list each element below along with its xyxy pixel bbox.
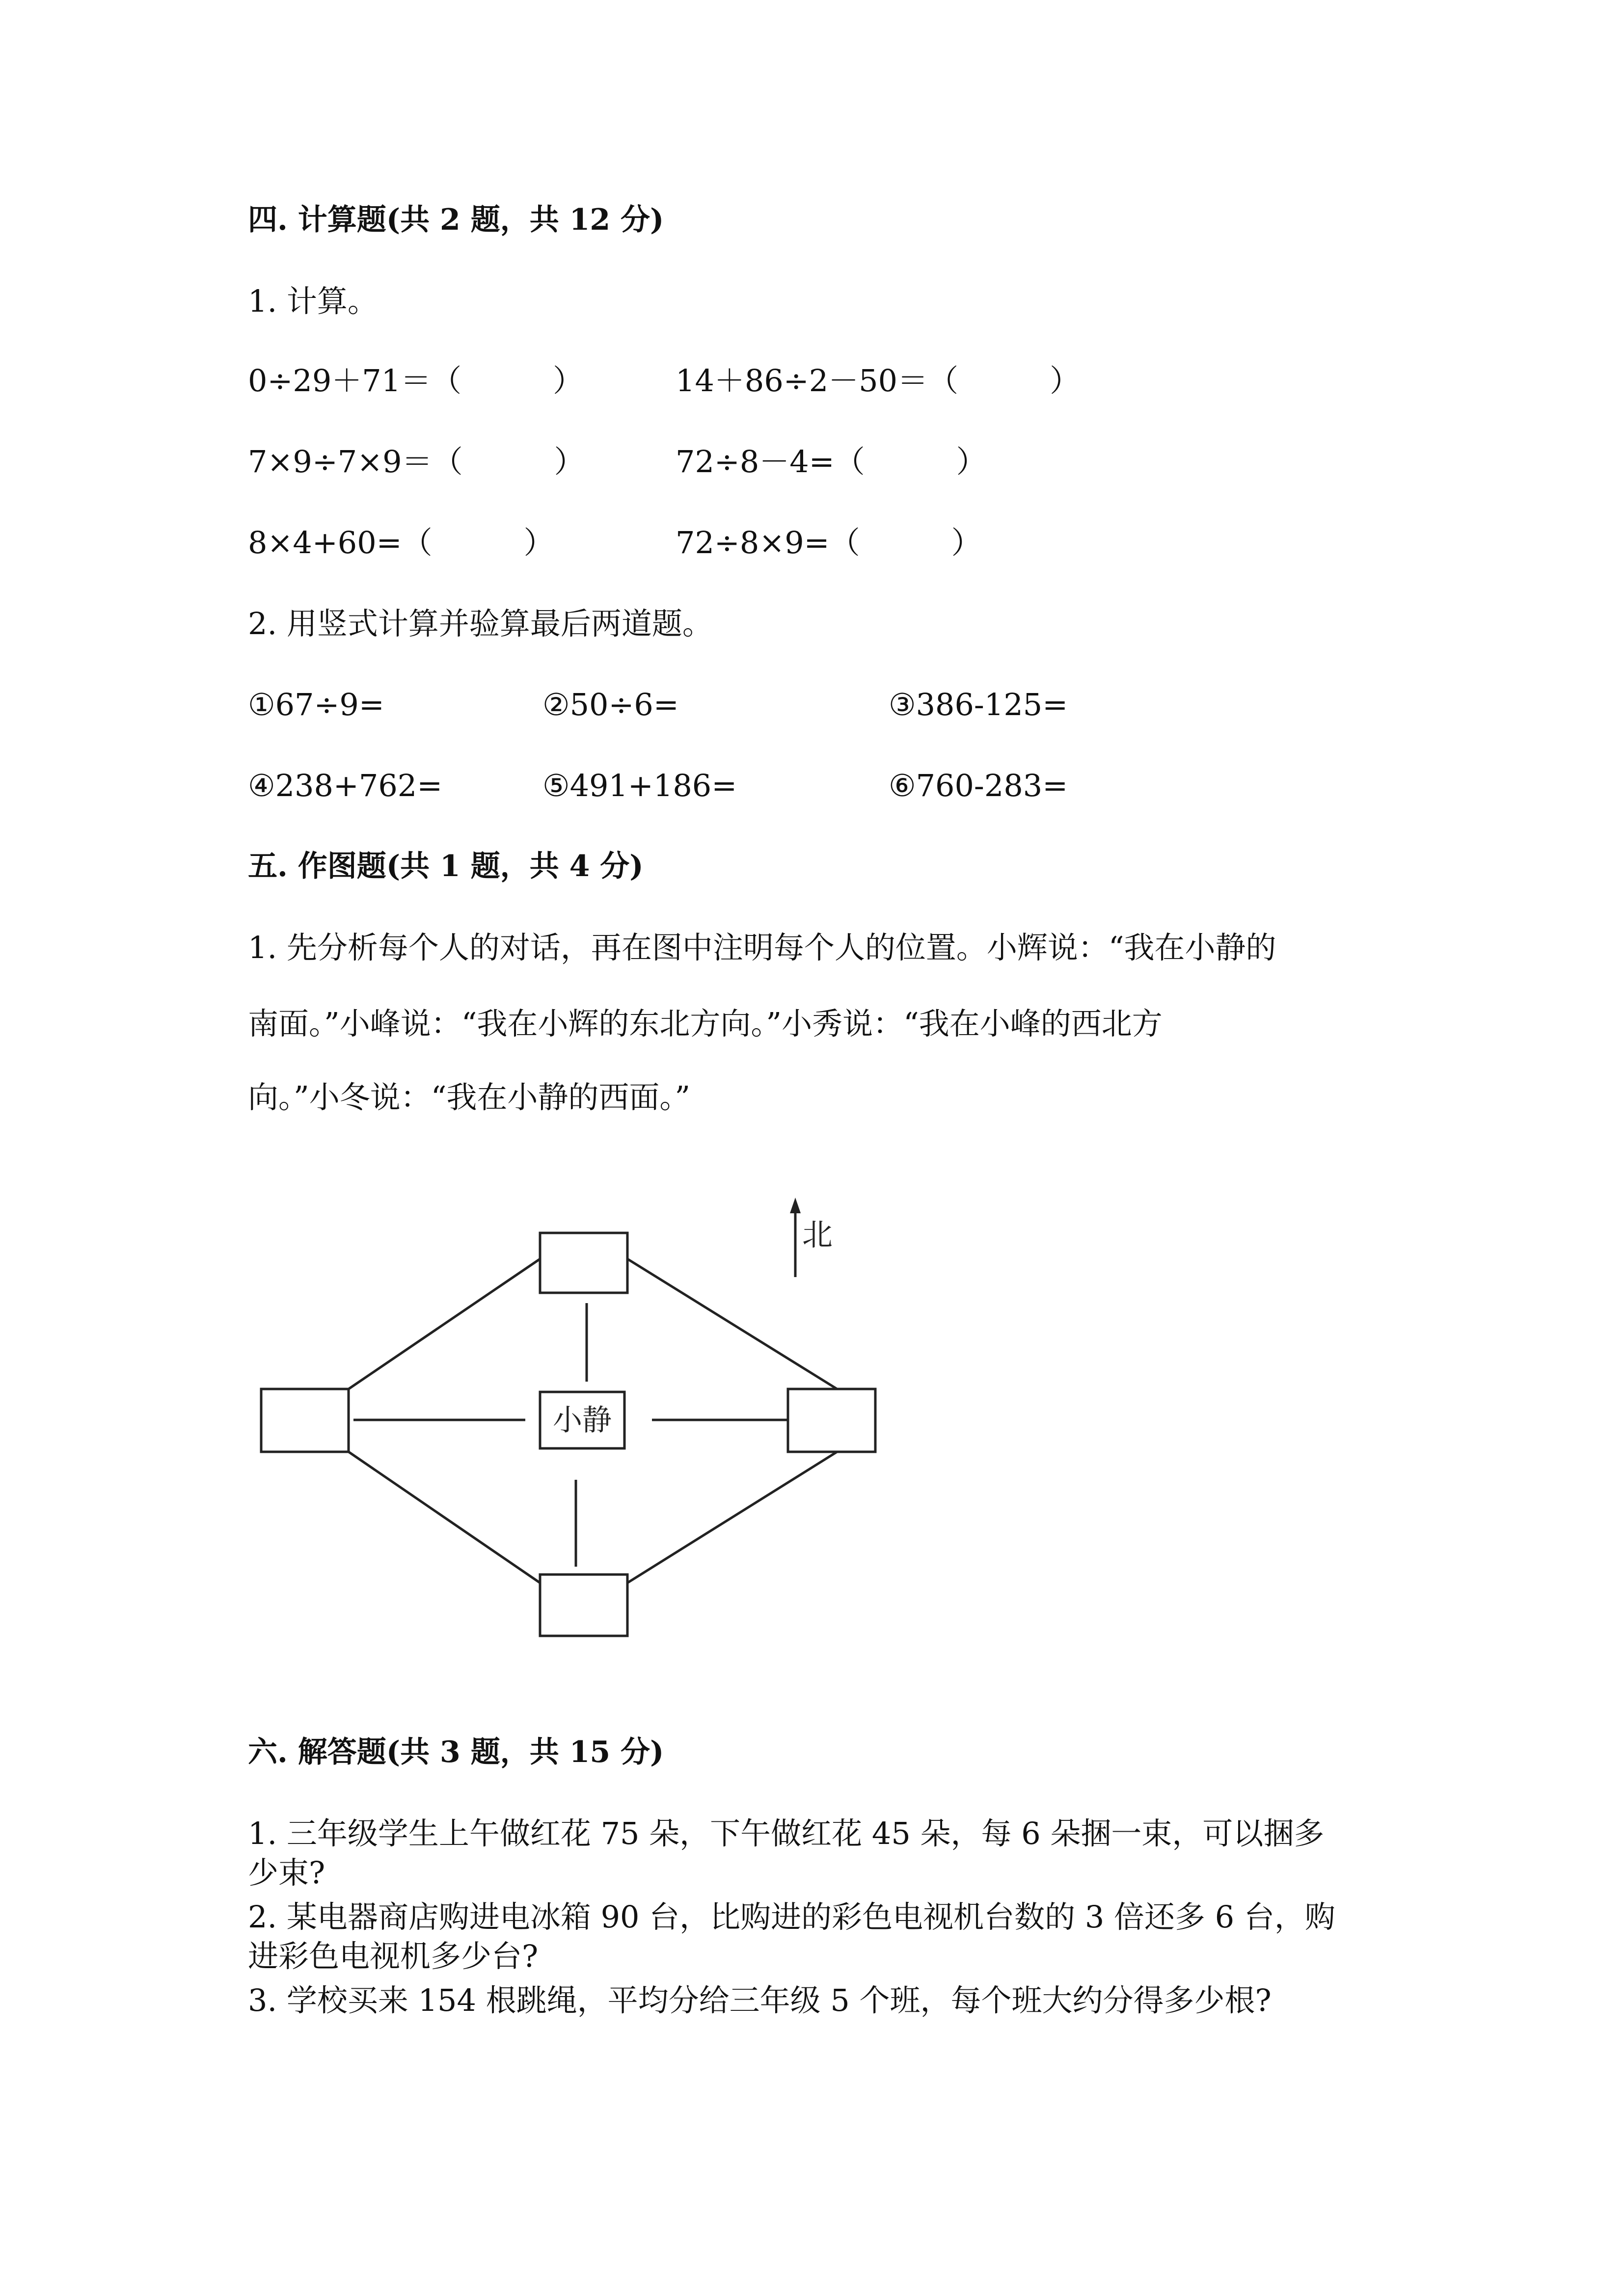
diagram-edge: [627, 1259, 837, 1389]
q4-2-label: 2. 用竖式计算并验算最后两道题。: [248, 606, 713, 641]
blank-box-north: [540, 1233, 627, 1293]
vertical-calc-item: ⑥760-283=: [889, 768, 1068, 803]
q6-text-line: 进彩色电视机多少台?: [248, 1938, 539, 1974]
diagram-edge: [627, 1452, 837, 1583]
diagram-edge: [349, 1452, 540, 1583]
calc-item: 7×9÷7×9＝（ ）: [248, 444, 585, 480]
diagram-edge: [349, 1259, 540, 1389]
section4-heading: 四. 计算题(共 2 题，共 12 分): [248, 203, 664, 237]
q5-text-line: 1. 先分析每个人的对话，再在图中注明每个人的位置。小辉说：“我在小静的: [248, 930, 1276, 965]
q6-text-line: 3. 学校买来 154 根跳绳，平均分给三年级 5 个班，每个班大约分得多少根?: [248, 1982, 1272, 2018]
calc-item: 0÷29＋71＝（ ）: [248, 363, 584, 399]
q6-text-line: 少束?: [248, 1855, 325, 1891]
q5-text-line: 向。”小冬说：“我在小静的西面。”: [248, 1079, 691, 1115]
calc-item: 72÷8×9=（ ）: [676, 525, 982, 561]
calc-item: 14＋86÷2－50＝（ ）: [676, 363, 1081, 399]
vertical-calc-item: ①67÷9=: [248, 687, 384, 722]
q5-text-line: 南面。”小峰说：“我在小辉的东北方向。”小秀说：“我在小峰的西北方: [248, 1006, 1163, 1041]
calc-item: 72÷8－4=（ ）: [676, 444, 987, 480]
section6-heading: 六. 解答题(共 3 题，共 15 分): [248, 1735, 664, 1769]
vertical-calc-item: ④238+762=: [248, 768, 443, 803]
calc-item: 8×4+60=（ ）: [248, 525, 554, 561]
q4-1-label: 1. 计算。: [248, 283, 378, 319]
blank-box-east: [788, 1389, 875, 1452]
north-label: 北: [802, 1217, 833, 1253]
blank-box-west: [261, 1389, 349, 1452]
vertical-calc-item: ⑤491+186=: [542, 768, 737, 803]
vertical-calc-item: ③386-125=: [889, 687, 1068, 722]
q6-text-line: 1. 三年级学生上午做红花 75 朵，下午做红花 45 朵，每 6 朵捆一束，可以捆多: [248, 1815, 1325, 1851]
section5-heading: 五. 作图题(共 1 题，共 4 分): [248, 849, 644, 883]
blank-box-south: [540, 1575, 627, 1636]
q6-text-line: 2. 某电器商店购进电冰箱 90 台，比购进的彩色电视机台数的 3 倍还多 6 台，购: [248, 1899, 1335, 1935]
north-arrow-head: [790, 1198, 801, 1213]
vertical-calc-item: ②50÷6=: [542, 687, 679, 722]
center-box-label: 小静: [553, 1403, 612, 1438]
